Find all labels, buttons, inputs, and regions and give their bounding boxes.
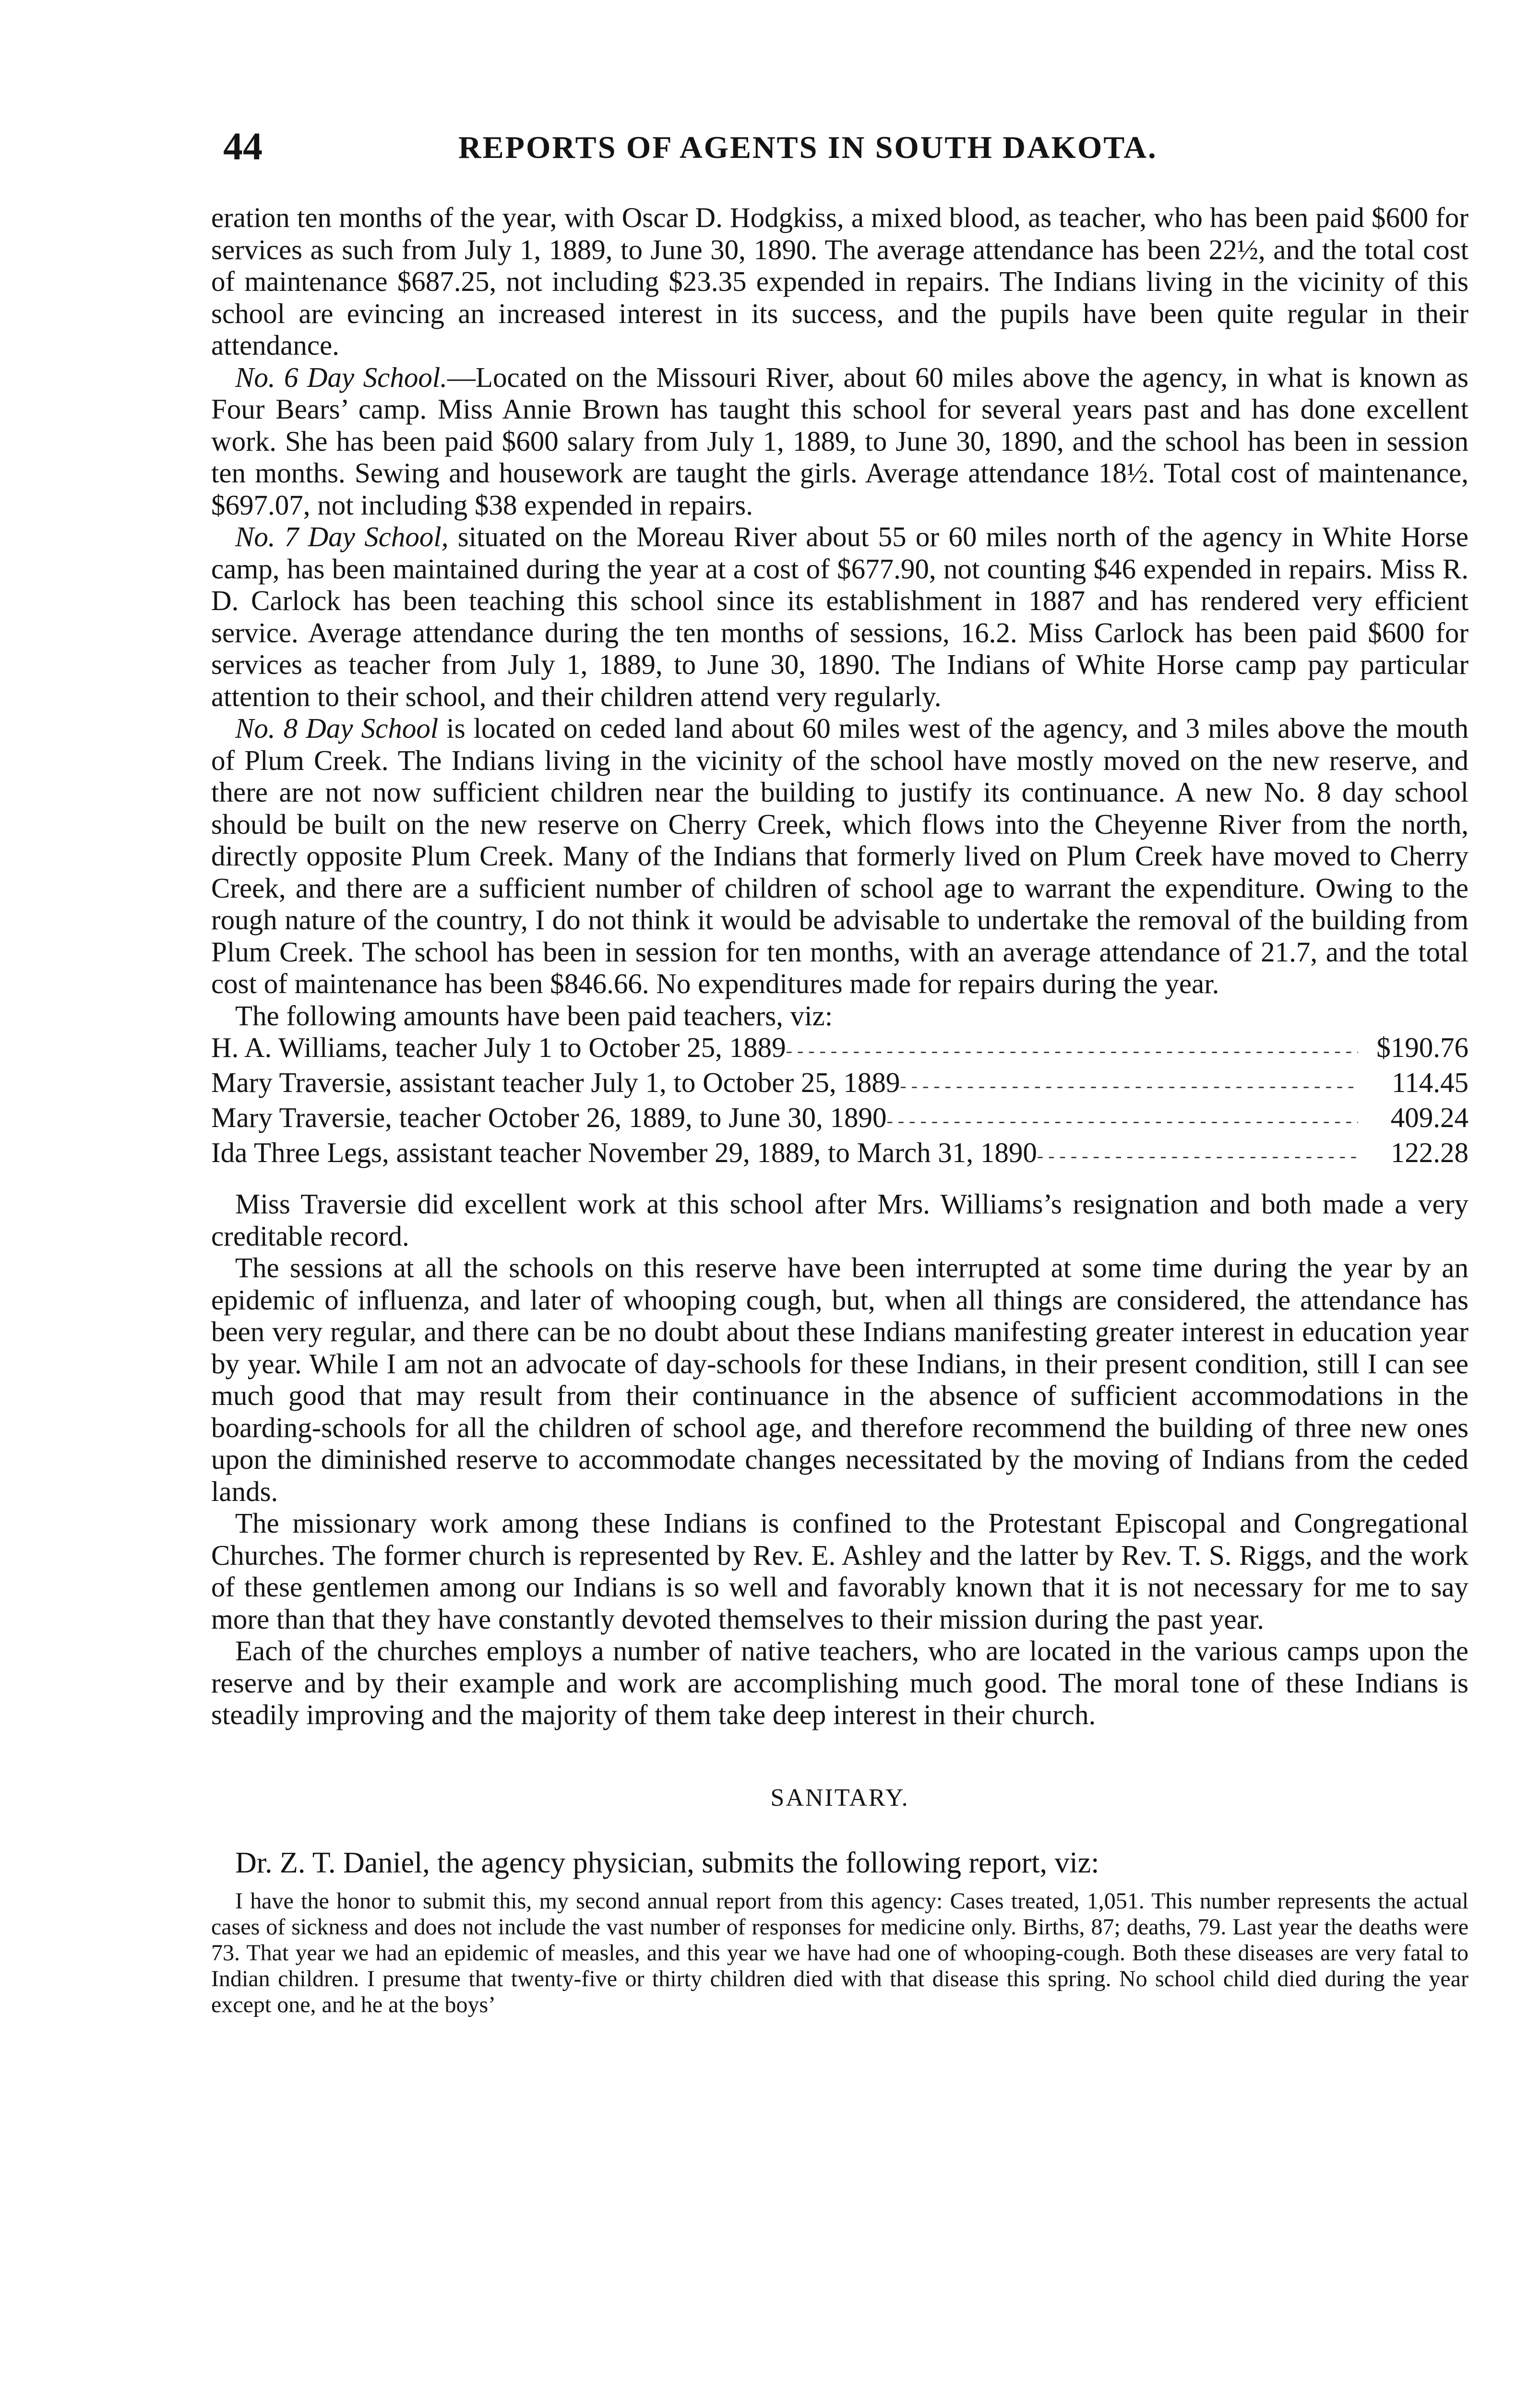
section-heading-sanitary: SANITARY.: [770, 1784, 909, 1812]
payment-row: [211, 1067, 1468, 1102]
paragraph-day-school-8: [211, 712, 1468, 1000]
payment-amount: $190.76: [1376, 1032, 1468, 1063]
payment-row: [211, 1102, 1468, 1137]
paragraph-missionary-work: The missionary work among these Indians is confined to the Protestant Episcopal and Congregational Churches. The former church is represented by Rev. E. Ashley and the latter by Rev. T. S. Riggs, and the work of these gentlemen among our Indians is so well and favorably known that it is not necessary for me to say more than that they have constantly devoted themselves to their mission during the past year.: [211, 1507, 1468, 1635]
paragraph-sessions: The sessions at all the schools on this reserve have been interrupted at some time during the year by an epidemic of influenza, and later of whooping cough, but, when all things are considered, the attendance has been very regular, and there can be no doubt about these Indians manifesting greater interest in education year by year. While I am not an advocate of day-schools for these Indians, in their present condition, still I can see much good that may result from their continuance in the absence of sufficient accommodations in the boarding-schools for all the children of school age, and therefore recommend the building of three new ones upon the diminished reserve to accommodate changes necessitated by the moving of Indians from the ceded lands.: [211, 1252, 1468, 1507]
page-header: [223, 124, 1471, 177]
body-text: [211, 202, 1468, 2018]
leader-dots: [1037, 1137, 1358, 1172]
sanitary-intro: Dr. Z. T. Daniel, the agency physician, submits the following report, viz:: [235, 1846, 1099, 1879]
paragraph-traversie: Miss Traversie did excellent work at this school after Mrs. Williams’s resignation and both made a very creditable record.: [211, 1188, 1468, 1252]
page-number: 44: [223, 124, 263, 168]
day-school-6-label: No. 6 Day School.: [235, 361, 447, 393]
payment-amount: 409.24: [1390, 1102, 1468, 1133]
payment-teacher: Mary Traversie, teacher October 26, 1889, to June 30, 1890: [211, 1102, 887, 1133]
leader-dots: [786, 1032, 1358, 1067]
paragraph-day-school-6: [211, 361, 1468, 521]
payment-teacher: Ida Three Legs, assistant teacher November 29, 1889, to March 31, 1890: [211, 1137, 1037, 1168]
day-school-8-text: is located on ceded land about 60 miles west of the agency, and 3 miles above the mouth of Plum Creek. The Indians living in the vicinity of the school have mostly moved on the new reserve, and there are not now sufficient children near the building to justify its continuance. A new No. 8 day school should be built on the new reserve on Cherry Creek, which flows into the Cheyenne River from the north, directly opposite Plum Creek. Many of the Indians that formerly lived on Plum Creek have moved to Cherry Creek, and there are a sufficient number of children of school age to warrant the expenditure. Owing to the rough nature of the country, I do not think it would be advisable to undertake the removal of the building from Plum Creek. The school has been in session for ten months, with an average attendance of 21.7, and the total cost of maintenance has been $846.66. No expenditures made for repairs during the year.: [211, 712, 1468, 999]
paragraph-payments-intro: The following amounts have been paid teachers, viz:: [235, 999, 833, 1032]
payment-amount: 122.28: [1390, 1137, 1468, 1168]
day-school-7-text: situated on the Moreau River about 55 or 60 miles north of the agency in White Horse camp, has been maintained during the year at a cost of $677.90, not counting $46 expended in repairs. Miss R. D. Carlock has been teaching this school since its establishment in 1887 and has rendered very efficient service. Average attendance during the ten months of sessions, 16.2. Miss Carlock has been paid $600 for services as teacher from July 1, 1889, to June 30, 1890. The Indians of White Horse camp pay particular attention to their school, and their children attend very regularly.: [211, 521, 1468, 712]
physician-report: I have the honor to submit this, my second annual report from this agency: Cases treated, 1,051. This number represents the actual cases of sickness and does not include the vast number of responses for medicine only. Births, 87; deaths, 79. Last year the deaths were 73. That year we had an epidemic of measles, and this year we have had one of whooping-cough. Both these diseases are very fatal to Indian children. I presume that twenty-five or thirty children died with that disease this spring. No school child died during the year except one, and he at the boys’: [211, 1888, 1468, 2017]
paragraph-day-school-7: [211, 521, 1468, 712]
leader-dots: [887, 1102, 1358, 1137]
spacer: [211, 1172, 1468, 1188]
day-school-8-label: No. 8 Day School: [235, 712, 439, 744]
paragraph-hodgkiss-school: eration ten months of the year, with Oscar D. Hodgkiss, a mixed blood, as teacher, who has been paid $600 for services as such from July 1, 1889, to June 30, 1890. The average attendance has been 22½, and the total cost of maintenance $687.25, not including $23.35 expended in repairs. The Indians living in the vicinity of this school are evincing an increased interest in its success, and the pupils have been quite regular in their attendance.: [211, 202, 1468, 361]
leader-dots: [900, 1067, 1358, 1102]
payment-row: [211, 1032, 1468, 1067]
payment-row: [211, 1137, 1468, 1172]
running-title: REPORTS OF AGENTS IN SOUTH DAKOTA.: [458, 130, 1158, 165]
paragraph-native-teachers: Each of the churches employs a number of native teachers, who are located in the various camps upon the reserve and by their example and work are accomplishing much good. The moral tone of these Indians is steadily improving and the majority of them take deep interest in their church.: [211, 1635, 1468, 1730]
day-school-7-label: No. 7 Day School,: [235, 521, 449, 552]
payment-teacher: H. A. Williams, teacher July 1 to October 25, 1889: [211, 1032, 786, 1063]
day-school-6-text: —Located on the Missouri River, about 60 miles above the agency, in what is known as Four Bears’ camp. Miss Annie Brown has taught this school for several years past and has done excellent work. She has been paid $600 salary from July 1, 1889, to June 30, 1890, and the school has been in session ten months. Sewing and housework are taught the girls. Average attendance 18½. Total cost of maintenance, $697.07, not including $38 expended in repairs.: [211, 361, 1469, 521]
payment-amount: 114.45: [1391, 1067, 1468, 1098]
teacher-payments-list: [211, 1032, 1468, 1172]
payment-teacher: Mary Traversie, assistant teacher July 1, to October 25, 1889: [211, 1067, 900, 1098]
